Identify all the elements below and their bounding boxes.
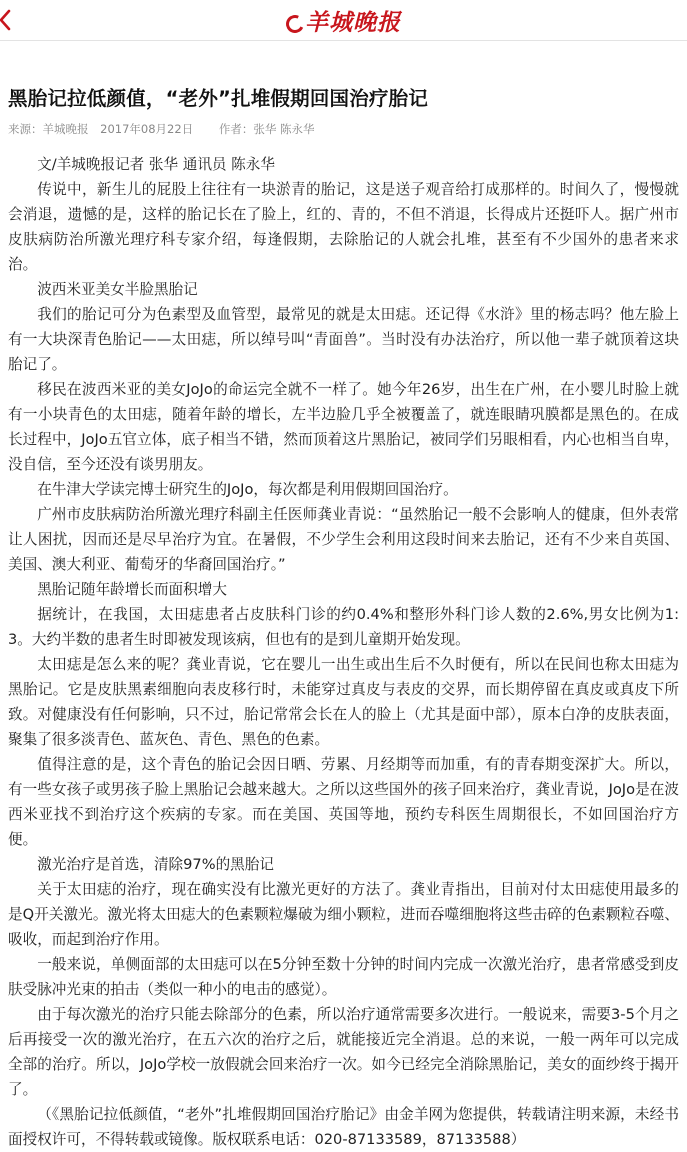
paragraph: 一般来说，单侧面部的太田痣可以在5分钟至数十分钟的时间内完成一次激光治疗，患者常感受到皮肤受脉冲光束的拍击（类似一种小的电击的感觉）。 (8, 956, 679, 998)
paragraph: 太田痣是怎么来的呢？龚业青说，它在婴儿一出生或出生后不久时便有，所以在民间也称太田痣为黑胎记。它是皮肤黑素细胞向表皮移行时，未能穿过真皮与表皮的交界，而长期停留在真皮或真皮下所致。对健康没有任何影响，只不过，胎记常常会长在人的脸上（尤其是面中部），原本白净的皮肤表面，聚集了很多淡青色、蓝灰色、青色、黑色的色素。 (8, 656, 679, 748)
paragraph: 广州市皮肤病防治所激光理疗科副主任医师龚业青说：“虽然胎记一般不会影响人的健康，但外表常让人困扰，因而还是尽早治疗为宜。在暑假，不少学生会利用这段时间来去胎记，还有不少来自英国、美国、澳大利亚、葡萄牙的华裔回国治疗。” (8, 506, 679, 573)
article-author: 作者：张华 陈永华 (218, 122, 315, 136)
paragraph: 我们的胎记可分为色素型及血管型，最常见的就是太田痣。还记得《水浒》里的杨志吗？他左脸上有一大块深青色胎记——太田痣，所以绰号叫“青面兽”。当时没有办法治疗，所以他一辈子就顶着这块胎记了。 (8, 306, 679, 373)
paragraph: 移民在波西米亚的美女JoJo的命运完全就不一样了。她今年26岁，出生在广州，在小婴儿时脸上就有一小块青色的太田痣，随着年龄的增长，左半边脸几乎全被覆盖了，就连眼睛巩膜都是黑色的。在成长过程中，JoJo五官立体，底子相当不错，然而顶着这片黑胎记，被同学们另眼相看，内心也相当自卑，没自信，至今还没有谈男朋友。 (8, 381, 679, 473)
byline: 文/羊城晚报记者 张华 通讯员 陈永华 (37, 156, 275, 173)
paragraph: 传说中，新生儿的屁股上往往有一块淤青的胎记，这是送子观音给打成那样的。时间久了，慢慢就会消退，遗憾的是，这样的胎记长在了脸上，红的、青的，不但不消退，长得成片还挺吓人。据广州市皮肤病防治所激光理疗科专家介绍，每逢假期，去除胎记的人就会扎堆，甚至有不少国外的患者来求治。 (8, 181, 679, 273)
paragraph: 在牛津大学读完博士研究生的JoJo，每次都是利用假期回国治疗。 (37, 481, 458, 498)
article-source: 来源：羊城晚报 (8, 122, 89, 136)
article-container (0, 85, 687, 1152)
paragraph: 关于太田痣的治疗，现在确实没有比激光更好的方法了。龚业青指出，目前对付太田痣使用最多的是Q开关激光。激光将太田痣大的色素颗粒爆破为细小颗粒，进而吞噬细胞将这些击碎的色素颗粒吞噬、吸收，而起到治疗作用。 (8, 881, 679, 948)
site-logo[interactable] (0, 4, 687, 37)
copyright-notice: （《黑胎记拉低颜值，“老外”扎堆假期回国治疗胎记》由金羊网为您提供，转载请注明来源，未经书面授权许可，不得转载或镜像。版权联系电话：020-87133589，87133588） (8, 1106, 679, 1148)
paragraph: 由于每次激光的治疗只能去除部分的色素，所以治疗通常需要多次进行。一般说来，需要3-5个月之后再接受一次的激光治疗，在五六次的治疗之后，就能接近完全消退。总的来说，一般一两年可以完成全部的治疗。所以，JoJo学校一放假就会回来治疗一次。如今已经完全消除黑胎记，美女的面纱终于揭开了。 (8, 1006, 679, 1098)
top-bar (0, 0, 687, 41)
article-title: 黑胎记拉低颜值，“老外”扎堆假期回国治疗胎记 (8, 87, 429, 110)
logo-mark-icon (283, 12, 306, 35)
article-date: 2017年08月22日 (100, 122, 194, 136)
section-heading: 波西米亚美女半脸黑胎记 (37, 281, 198, 298)
paragraph: 值得注意的是，这个青色的胎记会因日晒、劳累、月经期等而加重，有的青春期变深扩大。所以，有一些女孩子或男孩子脸上黑胎记会越来越大。之所以这些国外的孩子回来治疗，龚业青说，JoJo是在波西米亚找不到治疗这个疾病的专家。而在美国、英国等地，预约专科医生周期很长，不如回国治疗方便。 (8, 756, 679, 848)
section-heading: 黑胎记随年龄增长而面积增大 (37, 581, 227, 598)
paragraph: 据统计，在我国，太田痣患者占皮肤科门诊的约0.4%和整形外科门诊人数的2.6%,男女比例为1:3。大约半数的患者生时即被发现该病，但也有的是到儿童期开始发现。 (8, 606, 679, 648)
article-body (8, 152, 679, 1152)
article-meta (8, 121, 679, 137)
section-heading: 激光治疗是首选，清除97%的黑胎记 (37, 856, 274, 873)
logo-text: 羊城晚报 (305, 9, 401, 36)
